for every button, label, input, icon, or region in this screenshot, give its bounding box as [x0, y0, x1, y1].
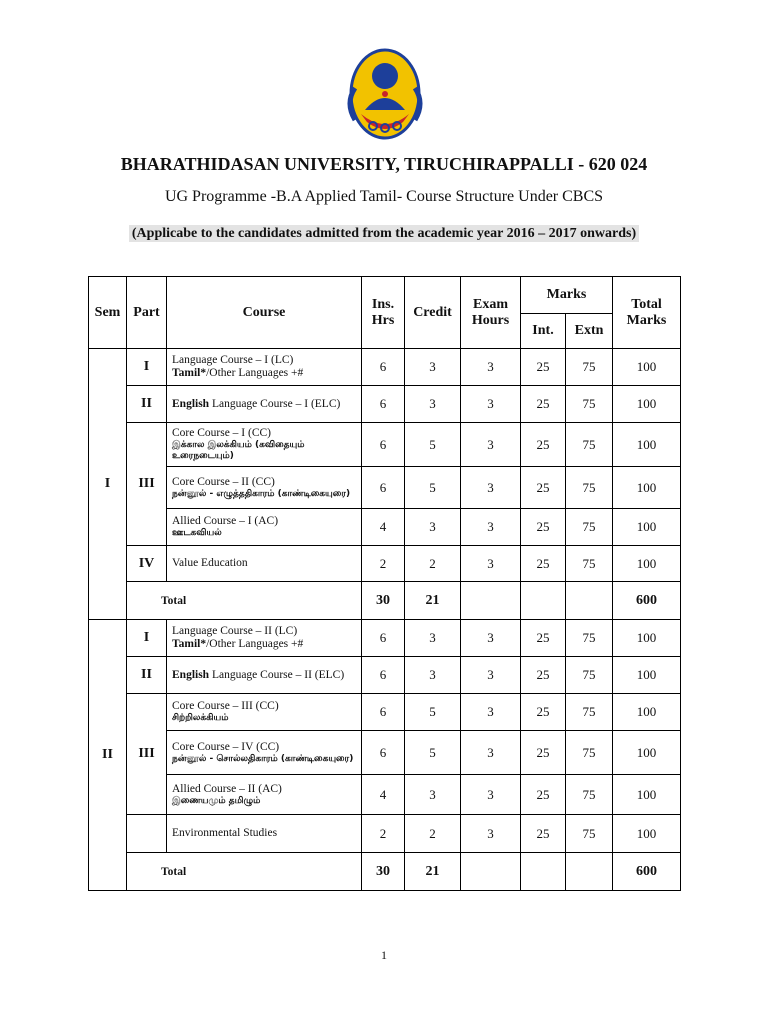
int-cell: 25 — [521, 694, 566, 731]
part-cell: III — [127, 694, 167, 815]
total-cell: 100 — [613, 731, 681, 775]
exam-cell: 3 — [461, 694, 521, 731]
table-row — [89, 694, 681, 731]
course-tamil: நன்னூல் - எழுத்ததிகாரம் (காண்டிகையுரை) — [172, 488, 351, 499]
ins-cell: 6 — [362, 467, 405, 509]
total-credit: 21 — [405, 582, 461, 620]
table-row — [89, 423, 681, 467]
total-cell: 100 — [613, 386, 681, 423]
table-row — [89, 349, 681, 386]
course-line — [172, 669, 356, 682]
course-cell — [167, 546, 362, 582]
extn-cell: 75 — [566, 386, 613, 423]
credit-cell: 3 — [405, 509, 461, 546]
exam-cell: 3 — [461, 815, 521, 853]
course-line: Language Course – II (LC) — [172, 625, 298, 637]
total-cell: 100 — [613, 775, 681, 815]
course-cell — [167, 467, 362, 509]
programme-title: UG Programme -B.A Applied Tamil- Course Structure Under CBCS — [164, 188, 604, 205]
credit-cell: 2 — [405, 546, 461, 582]
exam-cell: 3 — [461, 657, 521, 694]
course-line: Language Course – I (LC) — [172, 354, 294, 366]
int-cell: 25 — [521, 349, 566, 386]
extn-cell: 75 — [566, 546, 613, 582]
header-total-marks: Total Marks — [613, 277, 681, 349]
extn-cell: 75 — [566, 694, 613, 731]
table-row — [89, 815, 681, 853]
university-logo — [343, 48, 427, 144]
total-row — [89, 853, 681, 891]
total-cell: 100 — [613, 349, 681, 386]
credit-cell: 3 — [405, 620, 461, 657]
int-cell: 25 — [521, 423, 566, 467]
int-cell: 25 — [521, 815, 566, 853]
extn-cell: 75 — [566, 467, 613, 509]
credit-cell: 3 — [405, 775, 461, 815]
part-cell: II — [127, 386, 167, 423]
total-int — [521, 853, 566, 891]
applicability-note: (Applicabe to the candidates admitted from the academic year 2016 – 2017 onwards) — [0, 226, 768, 242]
course-cell — [167, 694, 362, 731]
header-extn: Extn — [566, 314, 613, 349]
total-row — [89, 582, 681, 620]
course-structure-table — [88, 276, 681, 891]
ins-cell: 2 — [362, 546, 405, 582]
ins-cell: 6 — [362, 349, 405, 386]
exam-cell: 3 — [461, 467, 521, 509]
credit-cell: 3 — [405, 386, 461, 423]
int-cell: 25 — [521, 731, 566, 775]
ins-cell: 6 — [362, 657, 405, 694]
exam-cell: 3 — [461, 386, 521, 423]
table-row — [89, 546, 681, 582]
ins-cell: 6 — [362, 386, 405, 423]
course-tamil: சிற்றிலக்கியம் — [172, 713, 229, 723]
total-cell: 100 — [613, 620, 681, 657]
part-cell: II — [127, 657, 167, 694]
credit-cell: 3 — [405, 349, 461, 386]
part-cell — [127, 815, 167, 853]
table-row — [89, 509, 681, 546]
sem-cell: II — [89, 620, 127, 891]
extn-cell: 75 — [566, 620, 613, 657]
total-cell: 100 — [613, 546, 681, 582]
extn-cell: 75 — [566, 423, 613, 467]
ins-cell: 6 — [362, 620, 405, 657]
course-line: Environmental Studies — [172, 827, 278, 839]
header-exam-hours: Exam Hours — [461, 277, 521, 349]
course-bold: Tamil* — [172, 638, 207, 650]
exam-cell: 3 — [461, 423, 521, 467]
total-ins: 30 — [362, 853, 405, 891]
ins-cell: 6 — [362, 731, 405, 775]
course-cell — [167, 775, 362, 815]
course-tamil: இக்கால இலக்கியம் (கவிதையும் உரைநடையும்) — [172, 440, 305, 461]
total-cell: 100 — [613, 815, 681, 853]
course-tamil: இணையமும் தமிழும் — [172, 795, 261, 806]
exam-cell: 3 — [461, 349, 521, 386]
total-exam — [461, 853, 521, 891]
credit-cell: 2 — [405, 815, 461, 853]
course-bold: English — [172, 668, 210, 681]
total-cell: 100 — [613, 694, 681, 731]
header-sem: Sem — [89, 277, 127, 349]
course-cell — [167, 620, 362, 657]
extn-cell: 75 — [566, 349, 613, 386]
course-line: Core Course – IV (CC) — [172, 740, 280, 753]
course-cell — [167, 423, 362, 467]
course-cell — [167, 657, 362, 694]
total-label: Total — [127, 853, 362, 891]
extn-cell: 75 — [566, 509, 613, 546]
int-cell: 25 — [521, 467, 566, 509]
total-int — [521, 582, 566, 620]
sem-cell: I — [89, 349, 127, 620]
course-cell — [167, 815, 362, 853]
extn-cell: 75 — [566, 731, 613, 775]
exam-cell: 3 — [461, 731, 521, 775]
page-number: 1 — [381, 948, 387, 962]
ins-cell: 4 — [362, 509, 405, 546]
total-marks: 600 — [613, 582, 681, 620]
credit-cell: 5 — [405, 731, 461, 775]
table-row — [89, 775, 681, 815]
extn-cell: 75 — [566, 775, 613, 815]
total-exam — [461, 582, 521, 620]
header-course: Course — [167, 277, 362, 349]
course-rest: /Other Languages +# — [206, 638, 304, 650]
header-ins-hrs: Ins. Hrs — [362, 277, 405, 349]
course-cell — [167, 731, 362, 775]
course-line: Allied Course – II (AC) — [172, 782, 282, 795]
part-cell: I — [127, 349, 167, 386]
course-rest: /Other Languages +# — [206, 367, 304, 379]
course-cell — [167, 349, 362, 386]
course-line — [172, 367, 356, 380]
int-cell: 25 — [521, 620, 566, 657]
table-row — [89, 467, 681, 509]
int-cell: 25 — [521, 546, 566, 582]
credit-cell: 5 — [405, 423, 461, 467]
course-line — [172, 638, 356, 651]
total-cell: 100 — [613, 423, 681, 467]
int-cell: 25 — [521, 386, 566, 423]
total-marks: 600 — [613, 853, 681, 891]
table-row — [89, 386, 681, 423]
total-credit: 21 — [405, 853, 461, 891]
course-rest: Language Course – I (ELC) — [209, 397, 341, 410]
total-ins: 30 — [362, 582, 405, 620]
course-cell — [167, 386, 362, 423]
credit-cell: 3 — [405, 657, 461, 694]
course-line: Allied Course – I (AC) — [172, 515, 279, 527]
part-cell: IV — [127, 546, 167, 582]
course-line: Core Course – II (CC) — [172, 475, 275, 488]
header-part: Part — [127, 277, 167, 349]
course-bold: Tamil* — [172, 367, 207, 379]
ins-cell: 6 — [362, 423, 405, 467]
total-extn — [566, 582, 613, 620]
university-title: BHARATHIDASAN UNIVERSITY, TIRUCHIRAPPALLI - 620 024 — [120, 154, 648, 174]
header-credit: Credit — [405, 277, 461, 349]
ins-cell: 4 — [362, 775, 405, 815]
part-cell: I — [127, 620, 167, 657]
int-cell: 25 — [521, 657, 566, 694]
header-marks: Marks — [521, 277, 613, 314]
total-cell: 100 — [613, 657, 681, 694]
course-line — [172, 398, 356, 411]
credit-cell: 5 — [405, 467, 461, 509]
ins-cell: 2 — [362, 815, 405, 853]
extn-cell: 75 — [566, 657, 613, 694]
total-label: Total — [127, 582, 362, 620]
int-cell: 25 — [521, 509, 566, 546]
exam-cell: 3 — [461, 775, 521, 815]
table-row — [89, 657, 681, 694]
total-cell: 100 — [613, 467, 681, 509]
credit-cell: 5 — [405, 694, 461, 731]
course-bold: English — [172, 397, 210, 410]
total-extn — [566, 853, 613, 891]
extn-cell: 75 — [566, 815, 613, 853]
table-row — [89, 620, 681, 657]
exam-cell: 3 — [461, 620, 521, 657]
course-tamil: ஊடகவியல் — [172, 528, 222, 538]
course-line: Core Course – III (CC) — [172, 700, 279, 712]
course-line: Core Course – I (CC) — [172, 427, 272, 439]
total-cell: 100 — [613, 509, 681, 546]
int-cell: 25 — [521, 775, 566, 815]
part-cell: III — [127, 423, 167, 546]
exam-cell: 3 — [461, 509, 521, 546]
exam-cell: 3 — [461, 546, 521, 582]
table-row — [89, 731, 681, 775]
course-line: Value Education — [172, 557, 248, 569]
course-cell — [167, 509, 362, 546]
course-tamil: நன்னூல் - சொல்லதிகாரம் (காண்டிகையுரை) — [172, 753, 354, 764]
course-rest: Language Course – II (ELC) — [209, 668, 345, 681]
ins-cell: 6 — [362, 694, 405, 731]
header-int: Int. — [521, 314, 566, 349]
